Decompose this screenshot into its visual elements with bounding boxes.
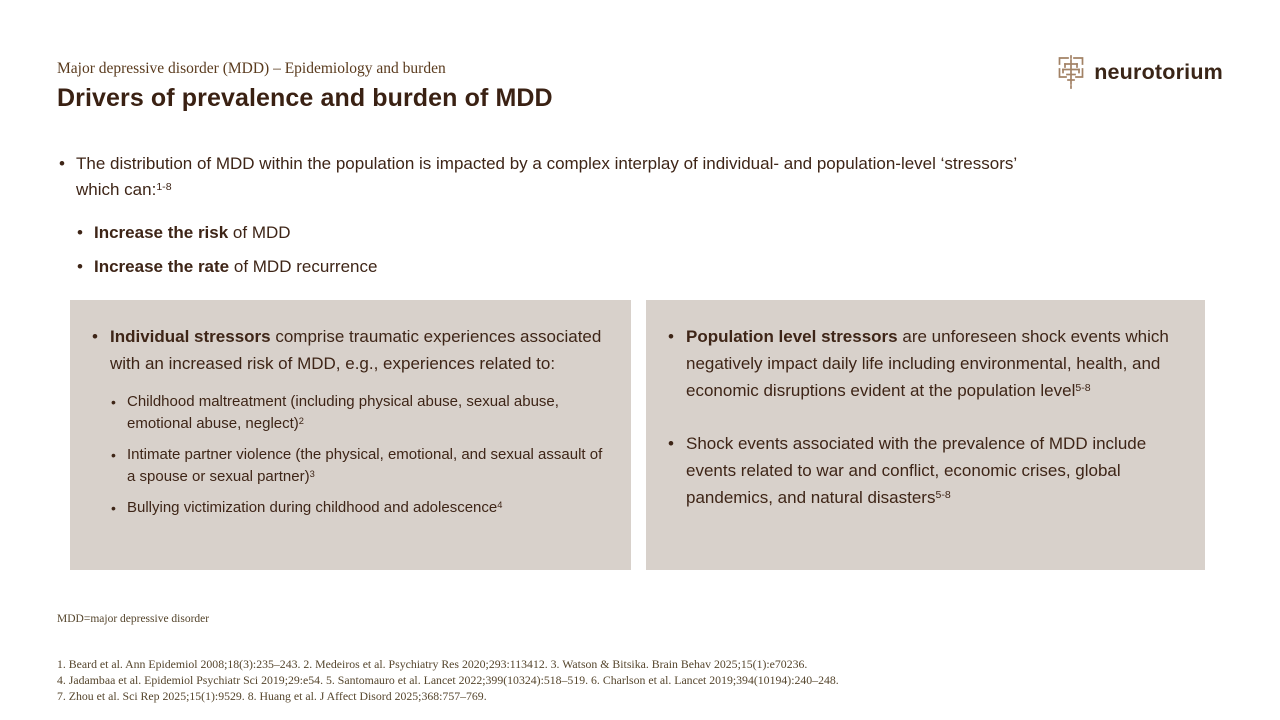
logo (1055, 55, 1223, 89)
intro-sub-bold: Increase the risk (94, 223, 229, 242)
intro-lead-bullet (57, 151, 1017, 203)
reference-superscript: 5-8 (1075, 382, 1091, 395)
page-title: Drivers of prevalence and burden of MDD (57, 84, 553, 112)
individual-stressors-lead (91, 323, 605, 377)
shock-events-bullet (667, 430, 1179, 511)
population-stressors-lead (667, 323, 1179, 404)
population-stressors-rest: are unforeseen shock events which negatively impact daily life including environmental, health, and economic disruptions evident at the population level (686, 327, 1169, 400)
intro-section (57, 151, 1017, 288)
list-item-childhood-maltreatment: • Childhood maltreatment (including physical abuse, sexual abuse, emotional abuse, neglect)$^2$ (110, 391, 605, 435)
individual-stressors-rest: comprise traumatic experiences associated with an increased risk of MDD, e.g., experiences related to: (110, 327, 602, 373)
intro-sub-rest: of MDD (228, 223, 291, 242)
intro-sub-bullet-risk (75, 220, 1017, 246)
logo-wordmark: neurotorium (1094, 59, 1223, 84)
abbreviation-footnote: MDD=major depressive disorder (57, 613, 210, 625)
reference-line: 1. Beard et al. Ann Epidemiol 2008;18(3):235–243. 2. Medeiros et al. Psychiatry Res 2020;293:113412. 3. Watson & Bitsika. Brain Behav 2025;15(1):e70236. (57, 657, 808, 671)
reference-line: 7. Zhou et al. Sci Rep 2025;15(1):9529. 8. Huang et al. J Affect Disord 2025;368:757–769. (57, 689, 487, 703)
intro-sub-bold: Increase the rate (94, 257, 230, 276)
intro-sub-bullet-rate (75, 254, 1017, 280)
brain-logo-icon (1055, 55, 1087, 89)
stressor-boxes (70, 300, 1205, 570)
population-stressors-bold: Population level stressors (686, 327, 898, 346)
individual-stressors-sublist (91, 391, 605, 519)
intro-sub-rest: of MDD recurrence (229, 257, 378, 276)
reference-superscript: 2 (298, 415, 304, 426)
intro-lead-text: The distribution of MDD within the population is impacted by a complex interplay of individual- and population-level ‘stressors’ which can: (76, 154, 1017, 199)
list-item-bullying-victimization: • Bullying victimization during childhood and adolescence$^4$ (110, 497, 605, 519)
references-block (57, 656, 839, 704)
slide-kicker: Major depressive disorder (MDD) – Epidemiology and burden (57, 60, 446, 77)
individual-stressors-bold: Individual stressors (110, 327, 271, 346)
shock-events-rest: Shock events associated with the prevalence of MDD include events related to war and conflict, economic crises, global pandemics, and natural disasters (686, 434, 1147, 507)
list-item-intimate-partner-violence: • Intimate partner violence (the physical, emotional, and sexual assault of a spouse or sexual partner)$^3$ (110, 444, 605, 488)
individual-stressors-box (70, 300, 631, 570)
reference-superscript: 5-8 (935, 489, 951, 502)
reference-line: 4. Jadambaa et al. Epidemiol Psychiatr Sci 2019;29:e54. 5. Santomauro et al. Lancet 2022;399(10324):518–519. 6. Charlson et al. Lancet 2019;394(10194):240–248. (57, 673, 839, 687)
reference-superscript: 3 (309, 468, 315, 479)
reference-superscript: 1-8 (156, 181, 172, 194)
reference-superscript: 4 (497, 499, 503, 510)
population-stressors-box (646, 300, 1205, 570)
